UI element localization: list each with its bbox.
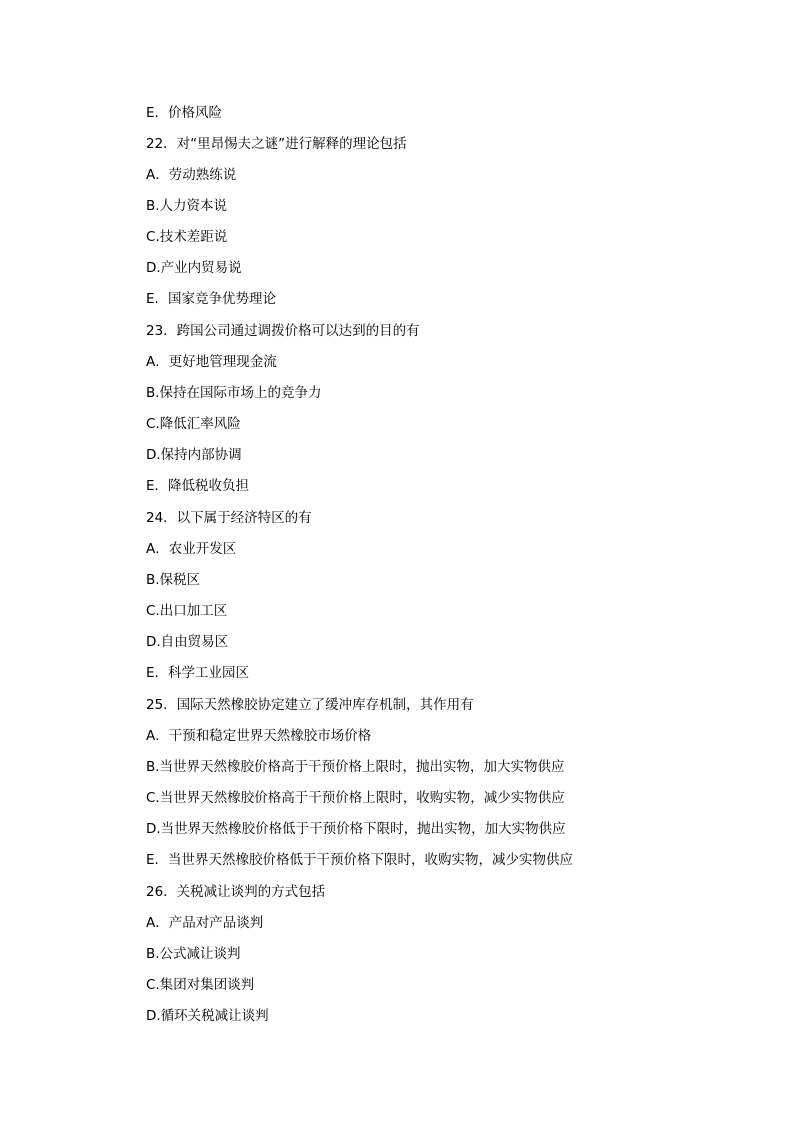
option-e-price-risk: E．价格风险 bbox=[146, 105, 223, 121]
q22-option-a: A．劳动熟练说 bbox=[146, 167, 237, 183]
q23-option-d: D.保持内部协调 bbox=[146, 447, 242, 463]
q23-option-b: B.保持在国际市场上的竞争力 bbox=[146, 385, 322, 401]
q23-option-e: E．降低税收负担 bbox=[146, 478, 250, 494]
q23-option-c: C.降低汇率风险 bbox=[146, 416, 241, 432]
question-23: 23．跨国公司通过调拨价格可以达到的目的有 bbox=[146, 323, 420, 339]
q25-option-c: C.当世界天然橡胶价格高于干预价格上限时，收购实物，减少实物供应 bbox=[146, 790, 565, 806]
q22-option-b: B.人力资本说 bbox=[146, 198, 228, 214]
question-26: 26．关税减让谈判的方式包括 bbox=[146, 884, 326, 900]
q25-option-d: D.当世界天然橡胶价格低于干预价格下限时，抛出实物，加大实物供应 bbox=[146, 821, 566, 837]
q22-option-d: D.产业内贸易说 bbox=[146, 260, 242, 276]
q24-option-c: C.出口加工区 bbox=[146, 603, 228, 619]
q23-option-a: A．更好地管理现金流 bbox=[146, 354, 277, 370]
q24-option-d: D.自由贸易区 bbox=[146, 634, 229, 650]
q22-option-c: C.技术差距说 bbox=[146, 229, 228, 245]
q22-option-e: E．国家竞争优势理论 bbox=[146, 291, 277, 307]
question-22: 22．对“里昂惕夫之谜”进行解释的理论包括 bbox=[146, 136, 407, 152]
question-24: 24．以下属于经济特区的有 bbox=[146, 510, 312, 526]
q24-option-b: B.保税区 bbox=[146, 572, 201, 588]
q25-option-e: E．当世界天然橡胶价格低于干预价格下限时，收购实物，减少实物供应 bbox=[146, 852, 574, 868]
q24-option-e: E．科学工业园区 bbox=[146, 665, 250, 681]
question-25: 25．国际天然橡胶协定建立了缓冲库存机制，其作用有 bbox=[146, 697, 474, 713]
q26-option-a: A．产品对产品谈判 bbox=[146, 915, 264, 931]
q26-option-c: C.集团对集团谈判 bbox=[146, 977, 255, 993]
q26-option-b: B.公式减让谈判 bbox=[146, 946, 241, 962]
q25-option-a: A．干预和稳定世界天然橡胶市场价格 bbox=[146, 728, 372, 744]
q26-option-d: D.循环关税减让谈判 bbox=[146, 1008, 269, 1024]
q25-option-b: B.当世界天然橡胶价格高于干预价格上限时，抛出实物，加大实物供应 bbox=[146, 759, 565, 775]
q24-option-a: A．农业开发区 bbox=[146, 541, 237, 557]
